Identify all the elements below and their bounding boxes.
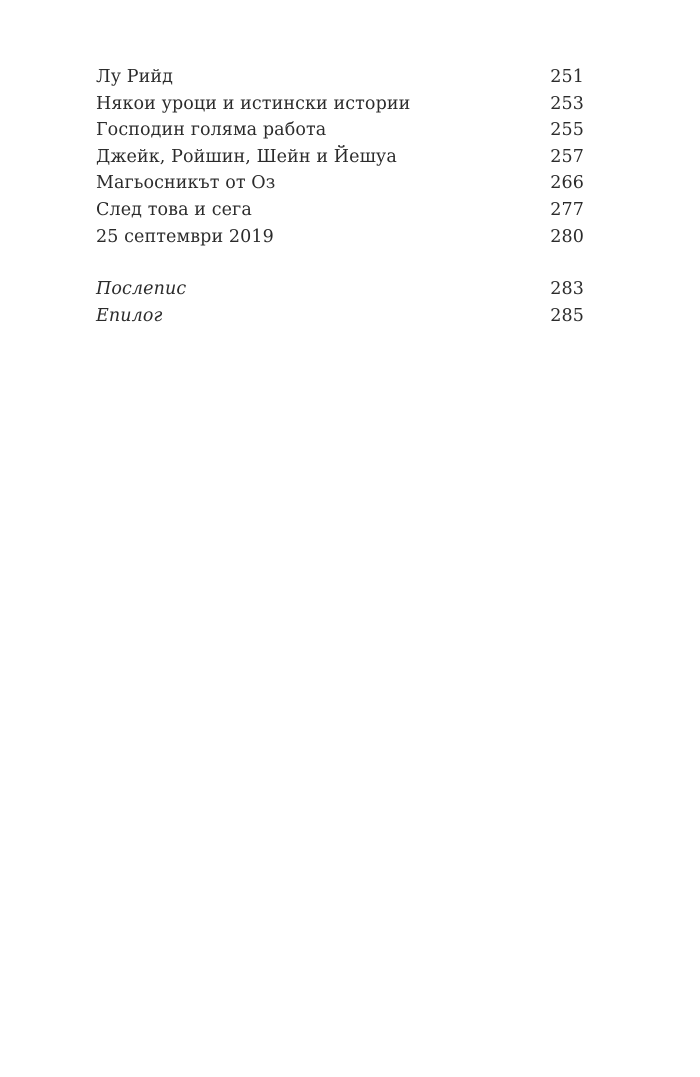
toc-entry-page-number: 253 [550, 93, 584, 114]
toc-entry-title: Някои уроци и истински истории [96, 93, 411, 114]
table-of-contents [96, 64, 584, 329]
toc-entry [96, 170, 584, 197]
toc-entry [96, 197, 584, 224]
toc-main-entries [96, 64, 584, 250]
toc-entry-page-number: 266 [550, 173, 584, 194]
toc-entry-postscript [96, 276, 584, 303]
toc-entry-page-number: 283 [550, 279, 584, 300]
toc-entry [96, 224, 584, 251]
toc-entry-epilogue [96, 303, 584, 330]
toc-entry-title: Господин голяма работа [96, 120, 327, 141]
toc-entry-page-number: 257 [550, 146, 584, 167]
toc-entry-page-number: 285 [550, 305, 584, 326]
toc-entry [96, 64, 584, 91]
toc-entry-title: Послепис [96, 279, 187, 300]
toc-entry-page-number: 255 [550, 120, 584, 141]
toc-entry-page-number: 251 [550, 67, 584, 87]
toc-entry [96, 144, 584, 171]
toc-entry-title: Лу Рийд [96, 67, 174, 87]
toc-entry [96, 117, 584, 144]
toc-back-matter [96, 276, 584, 329]
toc-entry-title: След това и сега [96, 199, 252, 220]
toc-entry-page-number: 277 [550, 199, 584, 220]
toc-entry-title: Джейк, Ройшин, Шейн и Йешуа [96, 146, 397, 167]
toc-entry-page-number: 280 [550, 226, 584, 247]
toc-entry [96, 91, 584, 118]
toc-entry-title: 25 септември 2019 [96, 226, 274, 247]
toc-entry-title: Магьосникът от Оз [96, 173, 276, 194]
toc-entry-title: Епилог [96, 305, 163, 326]
